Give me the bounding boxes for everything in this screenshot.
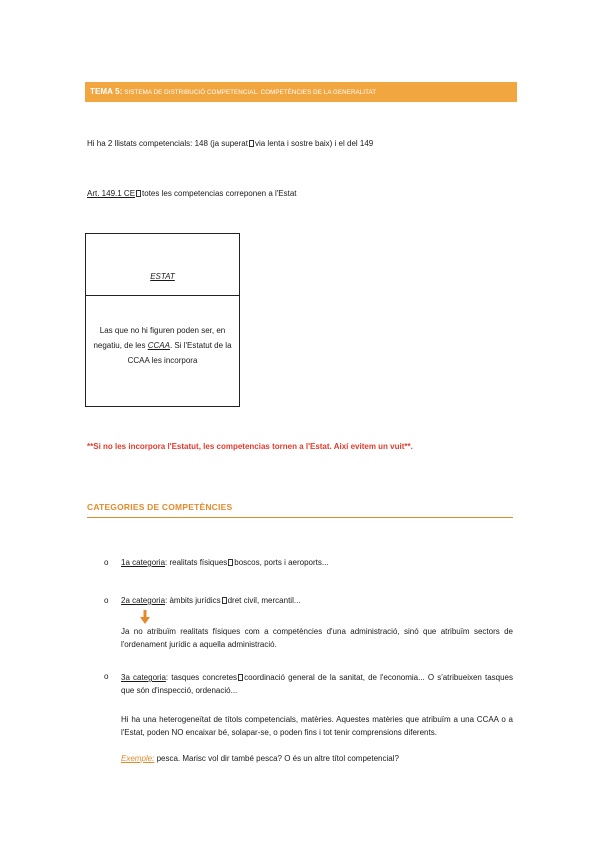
category-2-text-a: : àmbits jurídics xyxy=(165,596,221,605)
estat-body-b: . Si l'Estatut de la CCAA les incorpora xyxy=(127,341,232,365)
estat-body-ccaa: CCAA xyxy=(147,341,170,350)
intro-line xyxy=(87,139,373,148)
intro-text-a: Hi ha 2 llistats competencials: 148 (ja superat xyxy=(87,139,248,148)
section-divider xyxy=(87,517,513,518)
category-3-label: 3a categoria xyxy=(121,673,166,682)
red-note: **Si no les incorpora l'Estatut, les competencias tornen a l'Estat. Així evitem un vuit**. xyxy=(87,442,413,451)
estat-box xyxy=(85,233,240,407)
arrow-glyph-icon xyxy=(136,190,141,197)
category-2-label: 2a categoria xyxy=(121,596,166,605)
bullet-2: o xyxy=(104,596,109,605)
category-3-item xyxy=(121,671,513,697)
estat-body xyxy=(86,296,239,368)
category-2-text-b: dret civil, mercantil... xyxy=(227,596,301,605)
estat-title: ESTAT xyxy=(86,234,239,296)
example-text: pesca. Marisc vol dir també pesca? O és un altre títol competencial? xyxy=(154,754,399,763)
category-1-label: 1a categoria xyxy=(121,558,166,567)
art-line xyxy=(87,189,297,198)
category-1-text-a: : realitats físiques xyxy=(165,558,228,567)
example-line xyxy=(121,752,513,765)
category-1-text-b: boscos, ports i aeroports... xyxy=(234,558,329,567)
section-title: CATEGORIES DE COMPETÈNCIES xyxy=(87,502,233,512)
category-1-item xyxy=(121,558,329,567)
category-2-item xyxy=(121,596,301,605)
heterogeneity-paragraph: Hi ha una heterogeneïtat de títols competencials, matèries. Aquestes matèries que atribuïm a una CCAA o a l'Estat, poden NO encaixar bé, solapar-se, o poden fins i tot tenir comprensions diferents. xyxy=(121,715,513,737)
bullet-1: o xyxy=(104,558,109,567)
category-3-text-b: coordinació general de la sanitat, de l'economia... O s'atribueixen tasques que són d'inspecció, ordenació... xyxy=(121,673,513,695)
arrow-glyph-icon xyxy=(228,559,233,566)
arrow-glyph-icon xyxy=(222,597,227,604)
art-text: totes les competencias correponen a l'Estat xyxy=(142,189,297,198)
example-label: Exemple: xyxy=(121,754,155,763)
estat-body-a: Las que no hi figuren poden ser, en negatiu, de les xyxy=(93,326,226,350)
arrow-glyph-icon xyxy=(249,140,254,147)
down-arrow-icon xyxy=(140,610,150,624)
topic-title: SISTEMA DE DISTRIBUCIÓ COMPETENCIAL. COMPETÈNCIES DE LA GENERALITAT xyxy=(124,89,377,96)
intro-text-b: via lenta i sostre baix) i el del 149 xyxy=(254,139,374,148)
bullet-3: o xyxy=(104,672,109,681)
topic-header-bar xyxy=(85,82,517,102)
category-3-text-a: : tasques concretes xyxy=(165,673,238,682)
art-reference: Art. 149.1 CE xyxy=(87,189,136,198)
category-2-paragraph: Ja no atribuïm realitats físiques com a competències d'una administració, sinó que atribuïm sectors de l'ordenament jurídic a aquella administració. xyxy=(121,627,513,649)
topic-number: TEMA 5: xyxy=(90,87,123,96)
arrow-glyph-icon xyxy=(238,674,243,681)
